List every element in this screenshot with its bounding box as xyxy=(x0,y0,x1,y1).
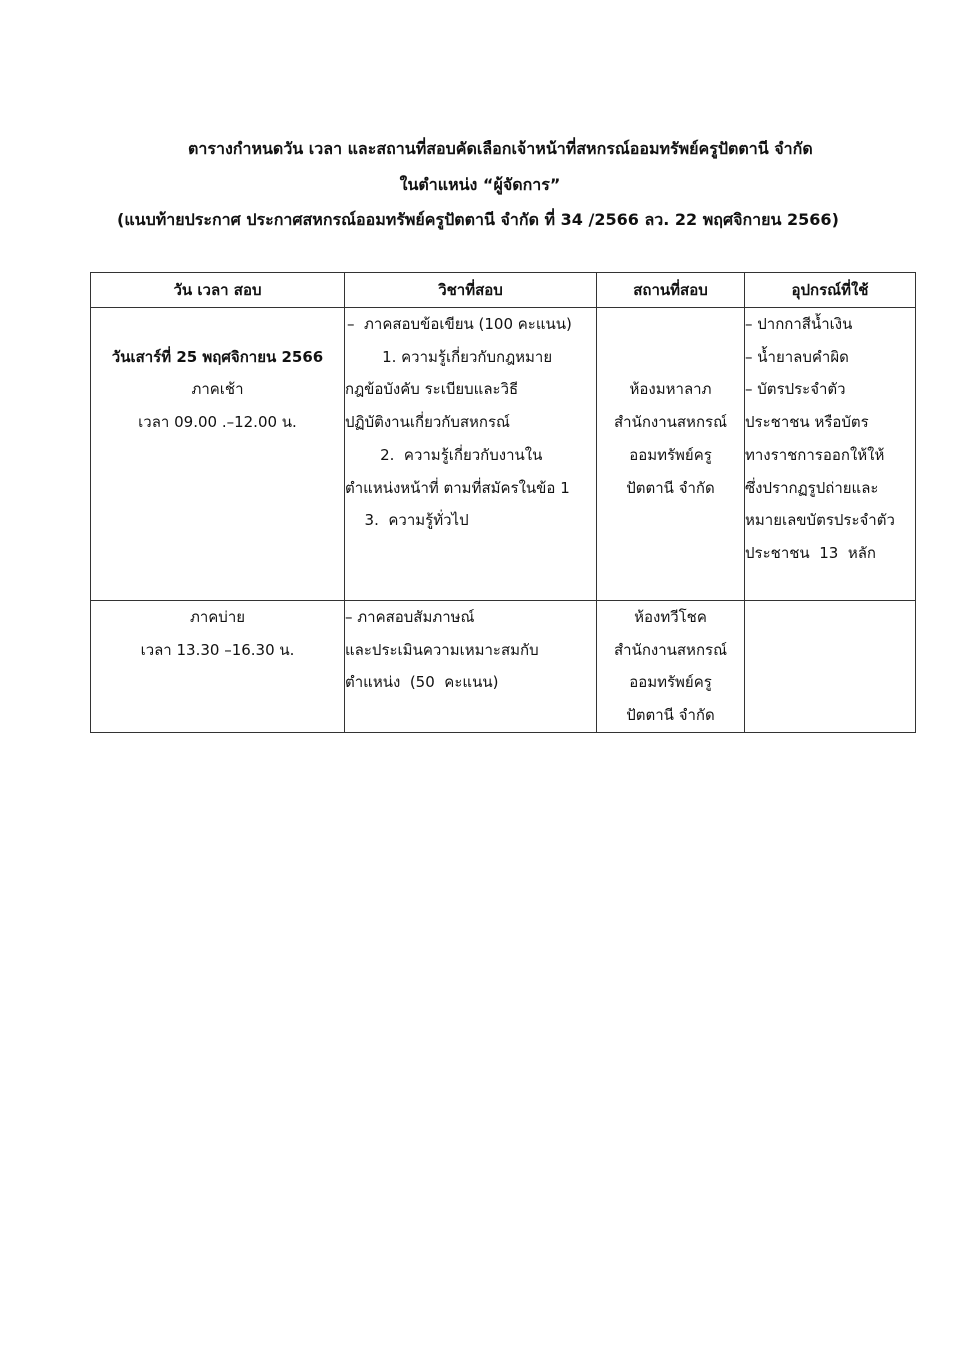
subject-line: ตำแหน่งหน้าที่ ตามที่สมัครในข้อ 1 xyxy=(345,478,570,497)
date-line xyxy=(91,308,344,341)
venue-line xyxy=(597,308,744,341)
venue-line: ห้องทวีโชค xyxy=(634,608,707,626)
table-header-row xyxy=(91,273,916,308)
venue-cell xyxy=(597,601,745,733)
equipment-cell xyxy=(745,308,916,601)
venue-line: สำนักงานสหกรณ์ xyxy=(613,413,727,432)
date-line: ภาคเช้า xyxy=(191,380,244,399)
equipment-line: – น้ำยาลบคำผิด xyxy=(745,347,849,366)
exam-schedule-table xyxy=(90,272,916,733)
title-line-2: ในตำแหน่ง “ผู้จัดการ” xyxy=(399,175,561,194)
venue-line: ห้องมหาลาภ xyxy=(629,380,712,399)
date-line: ภาคบ่าย xyxy=(189,608,246,626)
subject-line: 1. ความรู้เกี่ยวกับกฎหมาย xyxy=(363,347,553,366)
date-cell xyxy=(91,308,345,601)
subject-cell xyxy=(345,308,597,601)
venue-line: ปัตตานี จำกัด xyxy=(626,478,715,497)
date-line: วันเสาร์ที่ 25 พฤศจิกายน 2566 xyxy=(111,347,324,366)
subject-line: ปฏิบัติงานเกี่ยวกับสหกรณ์ xyxy=(345,413,510,432)
subject-line: 3. ความรู้ทั่วไป xyxy=(355,511,469,530)
table-row xyxy=(91,601,916,733)
equipment-line: ทางราชการออกให้ให้ xyxy=(745,445,885,464)
subject-line: ตำแหน่ง (50 คะแนน) xyxy=(345,673,499,692)
equipment-line: – บัตรประจำตัว xyxy=(745,380,846,399)
equipment-line: หมายเลขบัตรประจำตัว xyxy=(745,511,895,530)
title-line-3: (แนบท้ายประกาศ ประกาศสหกรณ์ออมทรัพย์ครูปัตตานี จำกัด ที่ 34 /2566 ลว. 22 พฤศจิกายน 2566) xyxy=(117,210,839,229)
date-cell xyxy=(91,601,345,733)
venue-cell xyxy=(597,308,745,601)
table-row xyxy=(91,308,916,601)
venue-line: ออมทรัพย์ครู xyxy=(629,673,712,692)
equipment-line: – ปากกาสีน้ำเงิน xyxy=(745,315,853,333)
venue-line: ปัตตานี จำกัด xyxy=(626,706,715,725)
equipment-line: ซึ่งปรากฏรูปถ่ายและ xyxy=(745,478,879,497)
header-subject: วิชาที่สอบ xyxy=(345,273,597,308)
date-line: เวลา 13.30 –16.30 น. xyxy=(140,640,295,659)
subject-cell xyxy=(345,601,597,733)
subject-line: กฎข้อบังคับ ระเบียบและวิธี xyxy=(345,380,519,399)
equipment-cell xyxy=(745,601,916,733)
title-line-1: ตารางกำหนดวัน เวลา และสถานที่สอบคัดเลือกเจ้าหน้าที่สหกรณ์ออมทรัพย์ครูปัตตานี จำกัด xyxy=(188,139,813,158)
header-venue: สถานที่สอบ xyxy=(597,273,745,308)
subject-line: 2. ความรู้เกี่ยวกับงานใน xyxy=(361,445,543,464)
subject-line: และประเมินความเหมาะสมกับ xyxy=(345,640,539,659)
venue-line: สำนักงานสหกรณ์ xyxy=(613,640,727,659)
venue-line: ออมทรัพย์ครู xyxy=(629,445,712,464)
subject-line: – ภาคสอบสัมภาษณ์ xyxy=(345,608,475,626)
date-line: เวลา 09.00 .–12.00 น. xyxy=(138,413,297,432)
equipment-line: ประชาชน 13 หลัก xyxy=(745,543,876,562)
header-equipment: อุปกรณ์ที่ใช้ xyxy=(745,273,916,308)
venue-line xyxy=(597,341,744,374)
equipment-line: ประชาชน หรือบัตร xyxy=(745,413,869,432)
header-date-time: วัน เวลา สอบ xyxy=(91,273,345,308)
subject-line: – ภาคสอบข้อเขียน (100 คะแนน) xyxy=(347,315,572,333)
